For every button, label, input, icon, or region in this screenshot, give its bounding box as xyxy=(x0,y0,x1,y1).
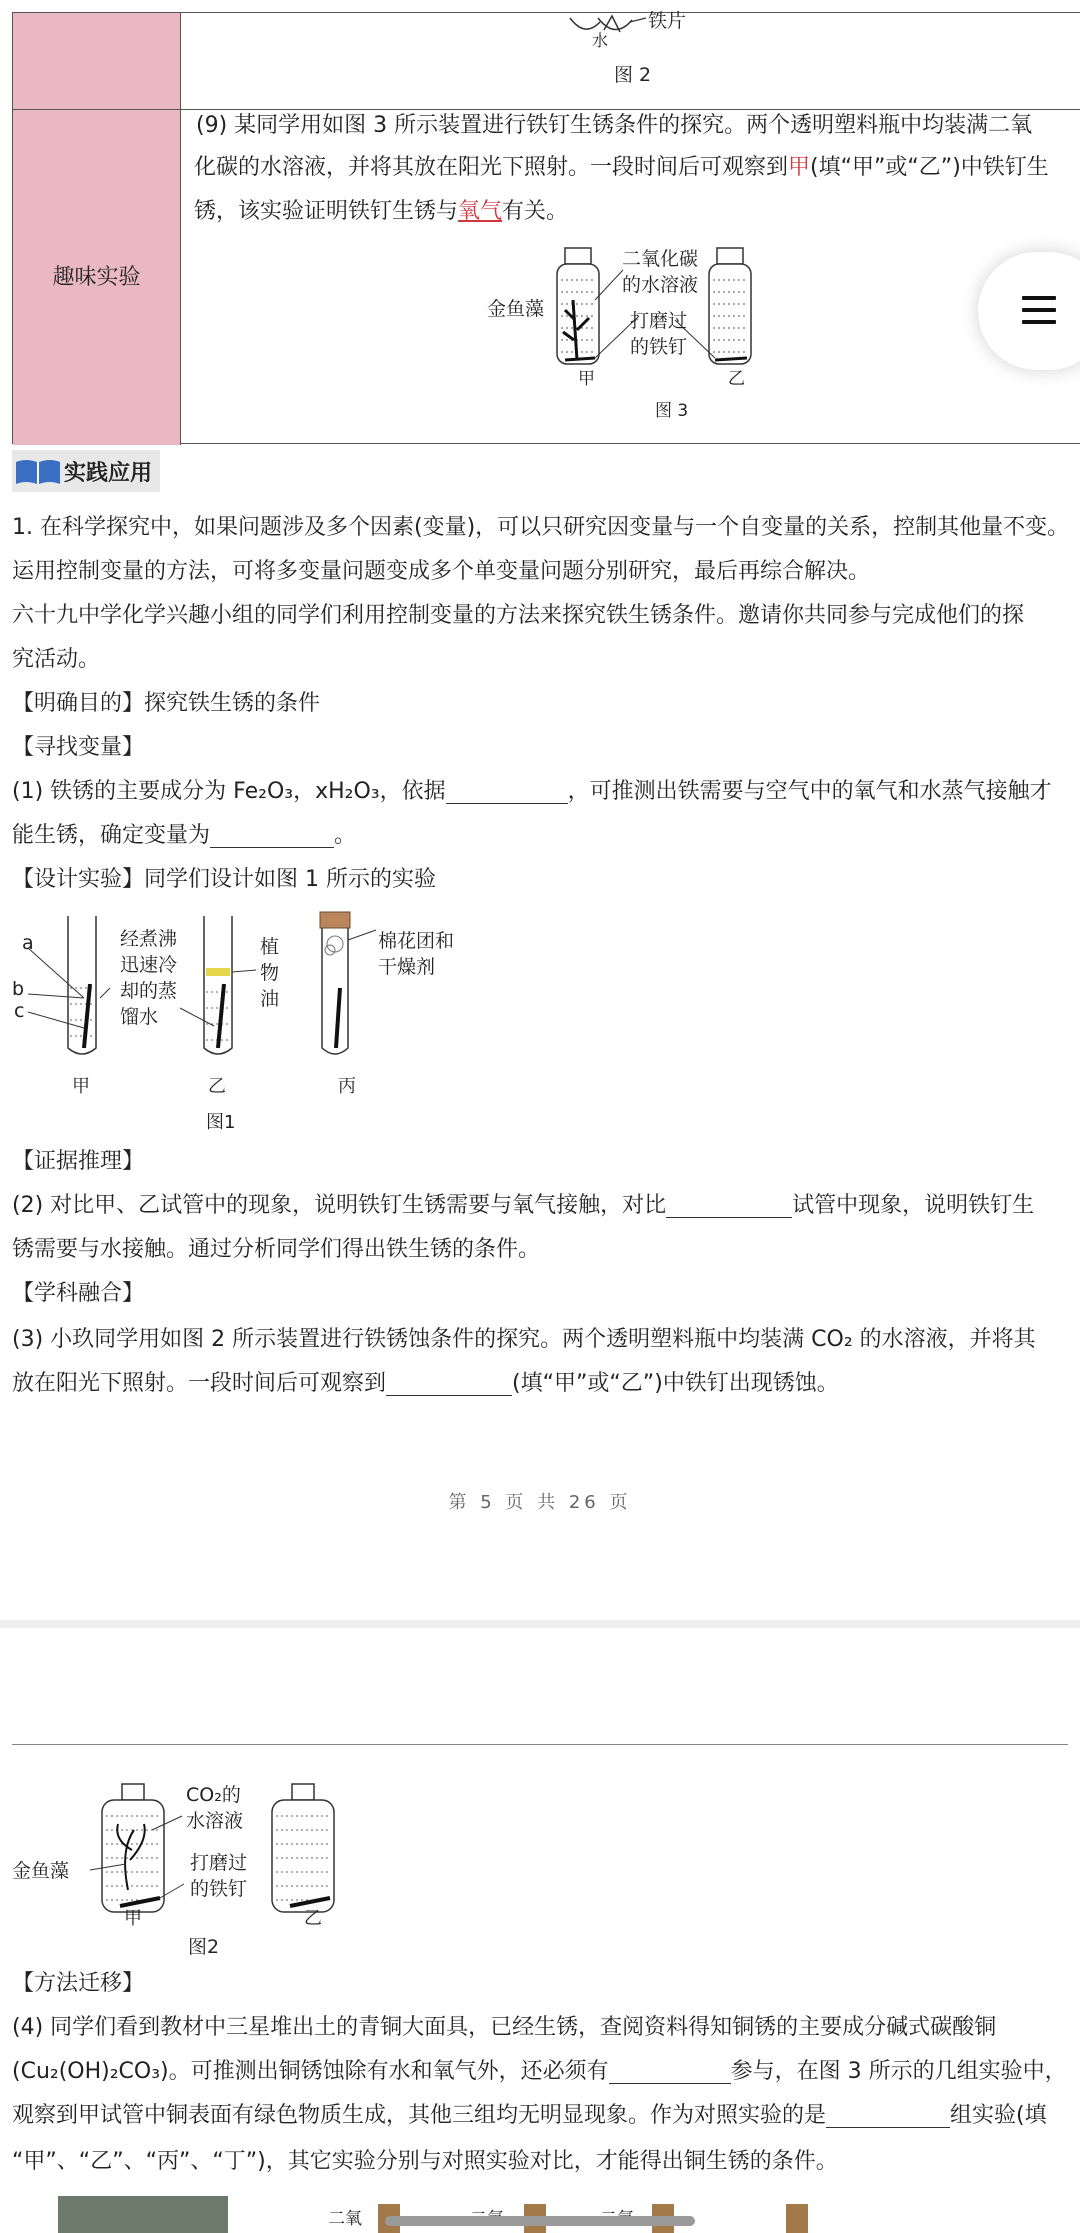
fig3-label-nailb: 的铁钉 xyxy=(630,336,688,358)
p2-line2: 究活动。 xyxy=(12,647,101,672)
q1-blank1[interactable] xyxy=(446,781,568,804)
fig2b-caption: 图2 xyxy=(188,1936,220,1958)
q1-line1: (1) 铁锈的主要成分为 Fe₂O₃，xH₂O₃，依据 ，可推测出铁需要与空气中的氧气和水蒸气接触才 xyxy=(12,779,1052,804)
hamburger-menu-icon[interactable] xyxy=(1022,296,1056,324)
fig3-caption: 图 3 xyxy=(655,401,689,421)
goal-heading: 【明确目的】探究铁生锈的条件 xyxy=(12,691,321,716)
q4-blank2[interactable] xyxy=(826,2105,950,2128)
q9-line3: 锈，该实验证明铁钉生锈与氧气有关。 xyxy=(194,199,569,224)
fig2b-yi: 乙 xyxy=(304,1908,322,1929)
design-heading: 【设计实验】同学们设计如图 1 所示的实验 xyxy=(12,867,436,892)
fusion-heading: 【学科融合】 xyxy=(12,1281,145,1306)
fig2b-algae: 金鱼藻 xyxy=(12,1860,70,1882)
tube-stopper xyxy=(786,2204,808,2233)
fig1-water1: 经煮沸 xyxy=(120,928,178,950)
find-var-heading: 【寻找变量】 xyxy=(12,735,145,760)
bottom-label-1: 二氧 xyxy=(328,2209,362,2229)
q4-line4: “甲”、“乙”、“丙”、“丁”)，其它实验分别与对照实验对比，才能得出铜生锈的条件。 xyxy=(12,2149,838,2174)
fig1-a: a xyxy=(22,932,34,954)
fig1-water3: 却的蒸 xyxy=(120,980,178,1002)
q1-blank2[interactable] xyxy=(210,825,334,848)
fig1-bing: 丙 xyxy=(338,1076,356,1097)
fig3-yi: 乙 xyxy=(728,369,745,389)
bronze-mask-photo xyxy=(58,2196,228,2233)
fig3-label-co2b: 的水溶液 xyxy=(622,274,699,296)
row-label: 趣味实验 xyxy=(52,264,141,290)
table-label-cell-empty xyxy=(13,13,181,109)
table-label-cell xyxy=(13,109,181,445)
fig1-yi: 乙 xyxy=(208,1076,226,1097)
fig1-cotton1: 棉花团和 xyxy=(378,930,455,952)
fig1-oil3: 油 xyxy=(260,988,280,1010)
q2-line2: 锈需要与水接触。通过分析同学们得出铁生锈的条件。 xyxy=(12,1237,541,1262)
q3-line2: 放在阳光下照射。一段时间后可观察到 (填“甲”或“乙”)中铁钉出现锈蚀。 xyxy=(12,1371,839,1396)
fig2-caption: 图 2 xyxy=(614,64,652,86)
q3-blank[interactable] xyxy=(386,1373,512,1396)
q9-answer-oxygen: 氧气 xyxy=(458,199,503,224)
method-heading: 【方法迁移】 xyxy=(12,1971,145,1996)
fig1-jia: 甲 xyxy=(72,1076,90,1097)
section-title: 实践应用 xyxy=(64,460,153,486)
q4-line2: (Cu₂(OH)₂CO₃)。可推测出铜锈蚀除有水和氧气外，还必须有 参与，在图 3 所示的几组实验中， xyxy=(12,2059,1067,2084)
evidence-heading: 【证据推理】 xyxy=(12,1149,145,1174)
fig1-oil1: 植 xyxy=(260,936,280,958)
q3-line1: (3) 小玖同学用如图 2 所示装置进行铁锈蚀条件的探究。两个透明塑料瓶中均装满 CO₂ 的水溶液，并将其 xyxy=(12,1327,1036,1352)
fig2b-jia: 甲 xyxy=(124,1908,142,1929)
fig2-label-water: 水 xyxy=(592,31,609,50)
p2-line1: 六十九中学化学兴趣小组的同学们利用控制变量的方法来探究铁生锈条件。邀请你共同参与完成他们的探 xyxy=(12,603,1025,628)
fig1-oil2: 物 xyxy=(260,962,280,984)
p1-line1: 1. 在科学探究中，如果问题涉及多个因素(变量)，可以只研究因变量与一个自变量的关系，控制其他量不变。 xyxy=(12,515,1070,540)
q4-line3: 观察到甲试管中铜表面有绿色物质生成，其他三组均无明显现象。作为对照实验的是 组实验(填 xyxy=(12,2103,1047,2128)
page-footer: 第 5 页 共 26 页 xyxy=(448,1492,632,1513)
fig2-label-iron: 铁片 xyxy=(648,10,687,32)
fig1-cotton2: 干燥剂 xyxy=(378,956,436,978)
q9-answer-jia: 甲 xyxy=(788,155,811,180)
page-break xyxy=(0,1620,1080,1628)
fig2b-nail2: 的铁钉 xyxy=(190,1878,248,1900)
fig3-label-algae: 金鱼藻 xyxy=(487,298,545,320)
q9-line1: (9) 某同学用如图 3 所示装置进行铁钉生锈条件的探究。两个透明塑料瓶中均装满二氧 xyxy=(196,113,1033,138)
fig1-water4: 馏水 xyxy=(120,1006,159,1028)
book-icon xyxy=(14,456,62,486)
q2-line1: (2) 对比甲、乙试管中的现象，说明铁钉生锈需要与氧气接触，对比 试管中现象，说明铁钉生 xyxy=(12,1193,1035,1218)
fig1-water2: 迅速冷 xyxy=(120,954,178,976)
fig1-c: c xyxy=(14,1000,25,1022)
q1-line2: 能生锈，确定变量为 。 xyxy=(12,823,357,848)
fig2b-co2b: 水溶液 xyxy=(186,1810,244,1832)
fig1-caption: 图1 xyxy=(206,1112,236,1133)
home-indicator-bar[interactable] xyxy=(385,2216,695,2226)
fig2b-nail1: 打磨过 xyxy=(190,1852,248,1874)
fig3-label-nail: 打磨过 xyxy=(630,310,688,332)
fig1-b: b xyxy=(12,978,25,1000)
section-header xyxy=(12,450,160,492)
page-top-rule xyxy=(12,1744,1068,1745)
q2-blank[interactable] xyxy=(666,1195,792,1218)
q4-blank1[interactable] xyxy=(609,2061,731,2084)
fig2b-co2a: CO₂的 xyxy=(186,1784,241,1806)
q4-line1: (4) 同学们看到教材中三星堆出土的青铜大面具，已经生锈，查阅资料得知铜锈的主要成分碱式碳酸铜 xyxy=(12,2015,997,2040)
p1-line2: 运用控制变量的方法，可将多变量问题变成多个单变量问题分别研究，最后再综合解决。 xyxy=(12,559,871,584)
fig3-label-co2: 二氧化碳 xyxy=(622,248,699,270)
q9-line2: 化碳的水溶液，并将其放在阳光下照射。一段时间后可观察到甲(填“甲”或“乙”)中铁钉生 xyxy=(194,155,1049,180)
fig3-jia: 甲 xyxy=(578,369,595,389)
